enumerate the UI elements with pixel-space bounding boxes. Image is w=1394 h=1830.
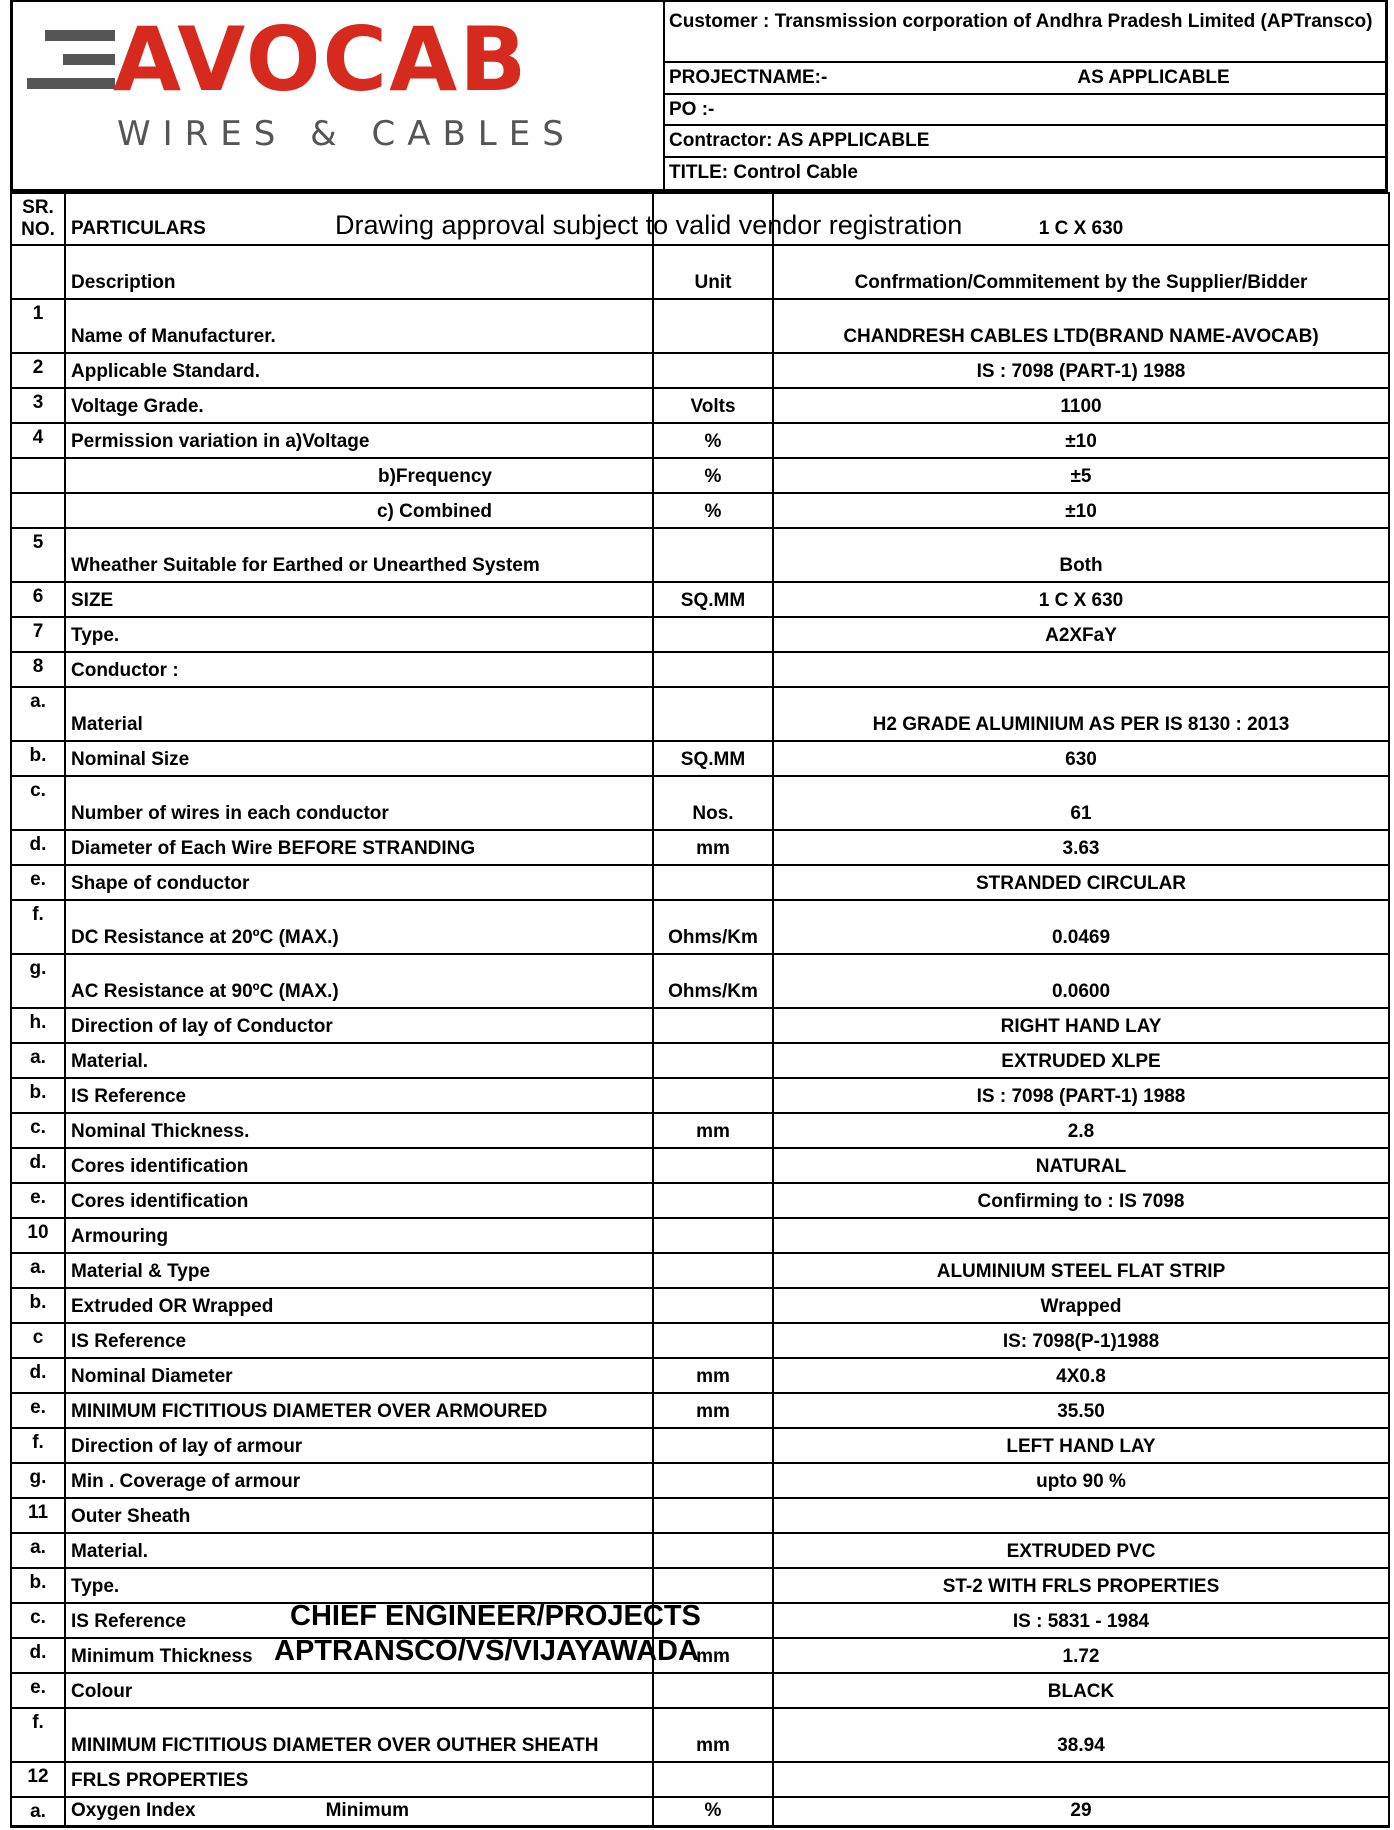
row-description: Applicable Standard.: [65, 353, 653, 388]
row-value: ±10: [773, 493, 1389, 528]
row-description: Material & Type: [65, 1253, 653, 1288]
row-sr: f.: [11, 900, 65, 954]
row-description-extra: Minimum: [325, 1800, 409, 1821]
row-description: Nominal Thickness.: [65, 1113, 653, 1148]
stamp-line-2: APTRANSCO/VS/VIJAYAWADA: [274, 1635, 699, 1667]
row-description: Diameter of Each Wire BEFORE STRANDING: [65, 830, 653, 865]
row-description: Wheather Suitable for Earthed or Unearthed System: [65, 528, 653, 582]
row-description: FRLS PROPERTIES: [65, 1762, 653, 1797]
row-sr: f.: [11, 1708, 65, 1762]
row-unit: [653, 1762, 773, 1797]
row-description: IS Reference: [65, 1323, 653, 1358]
table-row: [11, 1393, 1389, 1428]
row-unit: [653, 299, 773, 353]
row-unit: [653, 1008, 773, 1043]
row-unit: [653, 1533, 773, 1568]
row-unit: SQ.MM: [653, 582, 773, 617]
table-row: [11, 1253, 1389, 1288]
table-row: [11, 1183, 1389, 1218]
table-row: [11, 687, 1389, 741]
row-unit: [653, 652, 773, 687]
row-sr: c: [11, 1323, 65, 1358]
table-row: [11, 1463, 1389, 1498]
row-sr: b.: [11, 1568, 65, 1603]
table-row: [11, 1673, 1389, 1708]
row-value: 4X0.8: [773, 1358, 1389, 1393]
row-value: 29: [773, 1797, 1389, 1827]
table-row: [11, 1428, 1389, 1463]
row-unit: [653, 1673, 773, 1708]
customer: Customer : Transmission corporation of Andhra Pradesh Limited (APTransco): [665, 2, 1385, 63]
table-row: [11, 353, 1389, 388]
row-sr: a.: [11, 1533, 65, 1568]
row-description: Oxygen Index: [71, 1800, 196, 1821]
row-sr: 11: [11, 1498, 65, 1533]
row-unit: [653, 617, 773, 652]
table-row: [11, 1797, 1389, 1827]
row-sr: 4: [11, 423, 65, 458]
row-unit: [653, 1148, 773, 1183]
table-row: [11, 388, 1389, 423]
row-unit: mm: [653, 1393, 773, 1428]
row-description: Material: [65, 687, 653, 741]
logo: [13, 2, 665, 189]
row-description: [65, 1797, 653, 1827]
row-description: Direction of lay of Conductor: [65, 1008, 653, 1043]
table-row: [11, 1533, 1389, 1568]
row-description: Nominal Diameter: [65, 1358, 653, 1393]
size-header: 1 C X 630: [773, 193, 1389, 245]
row-sr: 8: [11, 652, 65, 687]
row-description: Type.: [65, 1568, 653, 1603]
row-description: Direction of lay of armour: [65, 1428, 653, 1463]
row-description: Conductor :: [65, 652, 653, 687]
row-value: 1100: [773, 388, 1389, 423]
row-description: DC Resistance at 20ºC (MAX.): [65, 900, 653, 954]
row-sr: a.: [11, 1043, 65, 1078]
row-sr: 12: [11, 1762, 65, 1797]
row-value: upto 90 %: [773, 1463, 1389, 1498]
row-value: Confirming to : IS 7098: [773, 1183, 1389, 1218]
row-unit: [653, 1568, 773, 1603]
row-sr: b.: [11, 1078, 65, 1113]
row-sr: e.: [11, 1673, 65, 1708]
table-row: [11, 1323, 1389, 1358]
table-row: [11, 617, 1389, 652]
row-sr: 7: [11, 617, 65, 652]
row-value: CHANDRESH CABLES LTD(BRAND NAME-AVOCAB): [773, 299, 1389, 353]
row-unit: %: [653, 1797, 773, 1827]
sheet-header: [10, 0, 1388, 192]
table-row: [11, 1148, 1389, 1183]
row-value: 0.0469: [773, 900, 1389, 954]
sr-header: SR. NO.: [11, 193, 65, 245]
table-row: [11, 1708, 1389, 1762]
row-description: Name of Manufacturer.: [65, 299, 653, 353]
row-sr: 3: [11, 388, 65, 423]
row-value: IS : 7098 (PART-1) 1988: [773, 353, 1389, 388]
row-value: 3.63: [773, 830, 1389, 865]
row-value: 1.72: [773, 1638, 1389, 1673]
row-value: ALUMINIUM STEEL FLAT STRIP: [773, 1253, 1389, 1288]
row-description: MINIMUM FICTITIOUS DIAMETER OVER OUTHER SHEATH: [65, 1708, 653, 1762]
row-description: Type.: [65, 617, 653, 652]
row-unit: [653, 1078, 773, 1113]
row-sr: a.: [11, 1797, 65, 1827]
row-sr: [11, 493, 65, 528]
table-row: [11, 1218, 1389, 1253]
row-sr: b.: [11, 741, 65, 776]
row-sr: 1: [11, 299, 65, 353]
row-sr: d.: [11, 830, 65, 865]
table-row: [11, 1043, 1389, 1078]
table-row: [11, 900, 1389, 954]
row-description: IS Reference: [65, 1078, 653, 1113]
row-unit: [653, 1498, 773, 1533]
row-unit: %: [653, 423, 773, 458]
row-unit: [653, 353, 773, 388]
datasheet: [10, 0, 1388, 1828]
row-value: A2XFaY: [773, 617, 1389, 652]
row-value: H2 GRADE ALUMINIUM AS PER IS 8130 : 2013: [773, 687, 1389, 741]
row-unit: [653, 1218, 773, 1253]
row-value: [773, 1762, 1389, 1797]
row-sr: c.: [11, 1603, 65, 1638]
table-row: [11, 954, 1389, 1008]
row-description: Material.: [65, 1043, 653, 1078]
row-description: Nominal Size: [65, 741, 653, 776]
row-value: 35.50: [773, 1393, 1389, 1428]
row-description: Permission variation in a)Voltage: [65, 423, 653, 458]
row-sr: d.: [11, 1358, 65, 1393]
row-sr: g.: [11, 954, 65, 1008]
row-sr: a.: [11, 687, 65, 741]
row-unit: %: [653, 458, 773, 493]
row-sr: d.: [11, 1148, 65, 1183]
row-value: [773, 1498, 1389, 1533]
row-value: EXTRUDED XLPE: [773, 1043, 1389, 1078]
row-sr: 5: [11, 528, 65, 582]
row-sr: g.: [11, 1463, 65, 1498]
row-value: ST-2 WITH FRLS PROPERTIES: [773, 1568, 1389, 1603]
brand-tagline: WIRES & CABLES: [117, 114, 576, 154]
table-row: [11, 1638, 1389, 1673]
row-sr: d.: [11, 1638, 65, 1673]
table-row: [11, 1008, 1389, 1043]
row-description: Number of wires in each conductor: [65, 776, 653, 830]
table-row: [11, 1358, 1389, 1393]
table-row: [11, 1078, 1389, 1113]
unit-header: Unit: [653, 245, 773, 299]
confirmation-header: Confrmation/Commitement by the Supplier/Bidder: [773, 245, 1389, 299]
project-name: [665, 63, 1385, 95]
row-value: STRANDED CIRCULAR: [773, 865, 1389, 900]
row-description: MINIMUM FICTITIOUS DIAMETER OVER ARMOURED: [65, 1393, 653, 1428]
project-value: AS APPLICABLE: [1077, 66, 1230, 88]
row-sr: 6: [11, 582, 65, 617]
po: PO :-: [665, 95, 1385, 127]
row-unit: SQ.MM: [653, 741, 773, 776]
row-description: b)Frequency: [65, 458, 653, 493]
row-sr: a.: [11, 1253, 65, 1288]
table-row: [11, 1762, 1389, 1797]
row-value: NATURAL: [773, 1148, 1389, 1183]
row-unit: %: [653, 493, 773, 528]
row-description: Extruded OR Wrapped: [65, 1288, 653, 1323]
row-description: IS Reference: [65, 1603, 653, 1638]
row-unit: Volts: [653, 388, 773, 423]
row-unit: [653, 1183, 773, 1218]
table-row: [11, 1288, 1389, 1323]
table-row: [11, 830, 1389, 865]
table-row: [11, 1568, 1389, 1603]
row-unit: mm: [653, 1113, 773, 1148]
column-header-row: [11, 245, 1389, 299]
row-description: Min . Coverage of armour: [65, 1463, 653, 1498]
description-header: Description: [65, 245, 653, 299]
row-value: 38.94: [773, 1708, 1389, 1762]
row-unit: mm: [653, 1708, 773, 1762]
table-row: [11, 865, 1389, 900]
row-value: ±5: [773, 458, 1389, 493]
row-sr: c.: [11, 776, 65, 830]
row-unit: Nos.: [653, 776, 773, 830]
row-unit: [653, 1253, 773, 1288]
row-value: RIGHT HAND LAY: [773, 1008, 1389, 1043]
row-value: LEFT HAND LAY: [773, 1428, 1389, 1463]
row-sr: 2: [11, 353, 65, 388]
table-row: [11, 741, 1389, 776]
row-unit: Ohms/Km: [653, 900, 773, 954]
row-description: Cores identification: [65, 1148, 653, 1183]
project-label: PROJECTNAME:-: [669, 66, 828, 88]
row-description: Armouring: [65, 1218, 653, 1253]
row-description: Outer Sheath: [65, 1498, 653, 1533]
row-description: Material.: [65, 1533, 653, 1568]
table-row: [11, 493, 1389, 528]
row-unit: [653, 1428, 773, 1463]
row-unit: [653, 687, 773, 741]
stamp-line-1: CHIEF ENGINEER/PROJECTS: [290, 1600, 701, 1632]
header-info: [665, 2, 1385, 189]
row-value: [773, 1218, 1389, 1253]
row-value: Wrapped: [773, 1288, 1389, 1323]
row-unit: mm: [653, 830, 773, 865]
table-row: [11, 652, 1389, 687]
spec-table: [10, 192, 1390, 1828]
row-description: Colour: [65, 1673, 653, 1708]
row-value: ±10: [773, 423, 1389, 458]
row-value: 0.0600: [773, 954, 1389, 1008]
row-unit: mm: [653, 1358, 773, 1393]
row-value: EXTRUDED PVC: [773, 1533, 1389, 1568]
row-description: Cores identification: [65, 1183, 653, 1218]
logo-bars-icon: [27, 30, 115, 102]
table-row: [11, 1498, 1389, 1533]
row-sr: h.: [11, 1008, 65, 1043]
row-value: IS: 7098(P-1)1988: [773, 1323, 1389, 1358]
table-row: [11, 299, 1389, 353]
row-sr: b.: [11, 1288, 65, 1323]
row-sr: f.: [11, 1428, 65, 1463]
table-row: [11, 776, 1389, 830]
row-sr: [11, 458, 65, 493]
particulars-header: PARTICULARS: [65, 193, 653, 245]
watermark-text: Drawing approval subject to valid vendor registration: [335, 210, 963, 240]
row-sr: e.: [11, 1183, 65, 1218]
brand-name: AVOCAB: [113, 8, 529, 111]
row-unit: [653, 1288, 773, 1323]
table-row: [11, 582, 1389, 617]
row-value: IS : 5831 - 1984: [773, 1603, 1389, 1638]
row-description: AC Resistance at 90ºC (MAX.): [65, 954, 653, 1008]
row-value: 2.8: [773, 1113, 1389, 1148]
table-row: [11, 528, 1389, 582]
contractor: Contractor: AS APPLICABLE: [665, 126, 1385, 158]
row-value: 1 C X 630: [773, 582, 1389, 617]
table-row: [11, 423, 1389, 458]
row-unit: Ohms/Km: [653, 954, 773, 1008]
row-sr: e.: [11, 1393, 65, 1428]
row-unit: [653, 865, 773, 900]
row-value: 61: [773, 776, 1389, 830]
row-unit: [653, 1463, 773, 1498]
row-sr: e.: [11, 865, 65, 900]
row-unit: [653, 528, 773, 582]
row-description: c) Combined: [65, 493, 653, 528]
row-unit: mm: [653, 1638, 773, 1673]
row-unit: [653, 1323, 773, 1358]
row-value: 630: [773, 741, 1389, 776]
row-description: Minimum Thickness: [65, 1638, 653, 1673]
table-row: [11, 1113, 1389, 1148]
row-unit: [653, 1043, 773, 1078]
row-value: BLACK: [773, 1673, 1389, 1708]
doc-title: TITLE: Control Cable: [669, 161, 858, 183]
row-description: Shape of conductor: [65, 865, 653, 900]
row-value: Both: [773, 528, 1389, 582]
row-description: SIZE: [65, 582, 653, 617]
row-value: [773, 652, 1389, 687]
table-row: [11, 458, 1389, 493]
row-sr: 10: [11, 1218, 65, 1253]
row-value: IS : 7098 (PART-1) 1988: [773, 1078, 1389, 1113]
row-sr: c.: [11, 1113, 65, 1148]
row-description: Voltage Grade.: [65, 388, 653, 423]
